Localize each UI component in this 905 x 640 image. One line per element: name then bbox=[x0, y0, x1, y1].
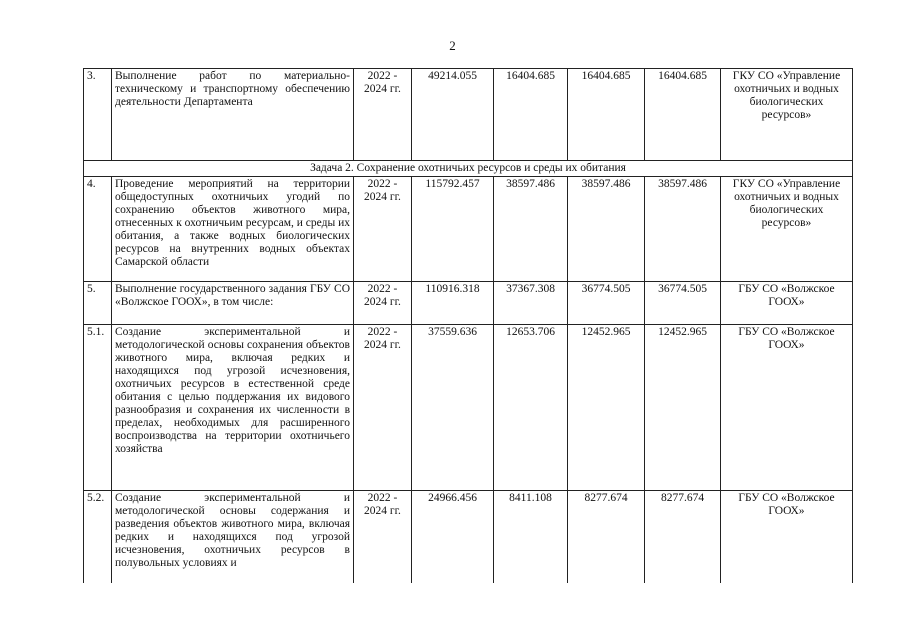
value-2022: 12653.706 bbox=[494, 325, 568, 491]
table-row bbox=[84, 325, 853, 491]
row-number: 5. bbox=[84, 282, 112, 325]
executor: ГКУ СО «Управление охотничьих и водных биологических ресурсов» bbox=[721, 177, 853, 282]
period: 2022 - 2024 гг. bbox=[354, 177, 412, 282]
table-row bbox=[84, 69, 853, 161]
program-activities-table bbox=[83, 68, 853, 583]
table-row bbox=[84, 282, 853, 325]
value-2022: 38597.486 bbox=[494, 177, 568, 282]
table-row bbox=[84, 491, 853, 583]
total-value: 24966.456 bbox=[412, 491, 494, 583]
activity-name: Выполнение работ по материально-техническому и транспортному обеспечению деятельности Департамента bbox=[112, 69, 354, 161]
activity-name: Создание экспериментальной и методологической основы содержания и разведения объектов животного мира, включая редких и находящихся под угрозой исчезновения, охотничьих ресурсов в полувольных условиях и bbox=[112, 491, 354, 583]
executor: ГБУ СО «Волжское ГООХ» bbox=[721, 282, 853, 325]
value-2024: 36774.505 bbox=[645, 282, 721, 325]
row-number: 5.1. bbox=[84, 325, 112, 491]
period: 2022 - 2024 гг. bbox=[354, 69, 412, 161]
row-number: 3. bbox=[84, 69, 112, 161]
value-2024: 38597.486 bbox=[645, 177, 721, 282]
task-row bbox=[84, 161, 853, 177]
executor: ГБУ СО «Волжское ГООХ» bbox=[721, 325, 853, 491]
total-value: 49214.055 bbox=[412, 69, 494, 161]
value-2024: 12452.965 bbox=[645, 325, 721, 491]
value-2023: 8277.674 bbox=[568, 491, 645, 583]
activity-name: Выполнение государственного задания ГБУ СО «Волжское ГООХ», в том числе: bbox=[112, 282, 354, 325]
total-value: 110916.318 bbox=[412, 282, 494, 325]
value-2022: 37367.308 bbox=[494, 282, 568, 325]
executor: ГКУ СО «Управление охотничьих и водных биологических ресурсов» bbox=[721, 69, 853, 161]
period: 2022 - 2024 гг. bbox=[354, 491, 412, 583]
total-value: 115792.457 bbox=[412, 177, 494, 282]
value-2023: 12452.965 bbox=[568, 325, 645, 491]
value-2022: 8411.108 bbox=[494, 491, 568, 583]
table-row bbox=[84, 177, 853, 282]
page-number: 2 bbox=[449, 38, 456, 53]
value-2023: 38597.486 bbox=[568, 177, 645, 282]
value-2022: 16404.685 bbox=[494, 69, 568, 161]
task-heading: Задача 2. Сохранение охотничьих ресурсов и среды их обитания bbox=[84, 161, 853, 177]
period: 2022 - 2024 гг. bbox=[354, 282, 412, 325]
period: 2022 - 2024 гг. bbox=[354, 325, 412, 491]
row-number: 4. bbox=[84, 177, 112, 282]
row-number: 5.2. bbox=[84, 491, 112, 583]
value-2023: 16404.685 bbox=[568, 69, 645, 161]
value-2023: 36774.505 bbox=[568, 282, 645, 325]
executor: ГБУ СО «Волжское ГООХ» bbox=[721, 491, 853, 583]
total-value: 37559.636 bbox=[412, 325, 494, 491]
activity-name: Создание экспериментальной и методологической основы сохранения объектов животного мира, включая редких и находящихся под угрозой исчезновения, охотничьих ресурсов в естественной среде обитания с целью поддержания их видового разнообразия и сохранения их численности в пределах, необходимых для расширенного воспроизводства на территории охотничьего хозяйства bbox=[112, 325, 354, 491]
value-2024: 16404.685 bbox=[645, 69, 721, 161]
activity-name: Проведение мероприятий на территории общедоступных охотничьих угодий по сохранению объектов животного мира, отнесенных к охотничьим ресурсам, и среды их обитания, а также водных биологических ресурсов на внутренних водных объектах Самарской области bbox=[112, 177, 354, 282]
value-2024: 8277.674 bbox=[645, 491, 721, 583]
